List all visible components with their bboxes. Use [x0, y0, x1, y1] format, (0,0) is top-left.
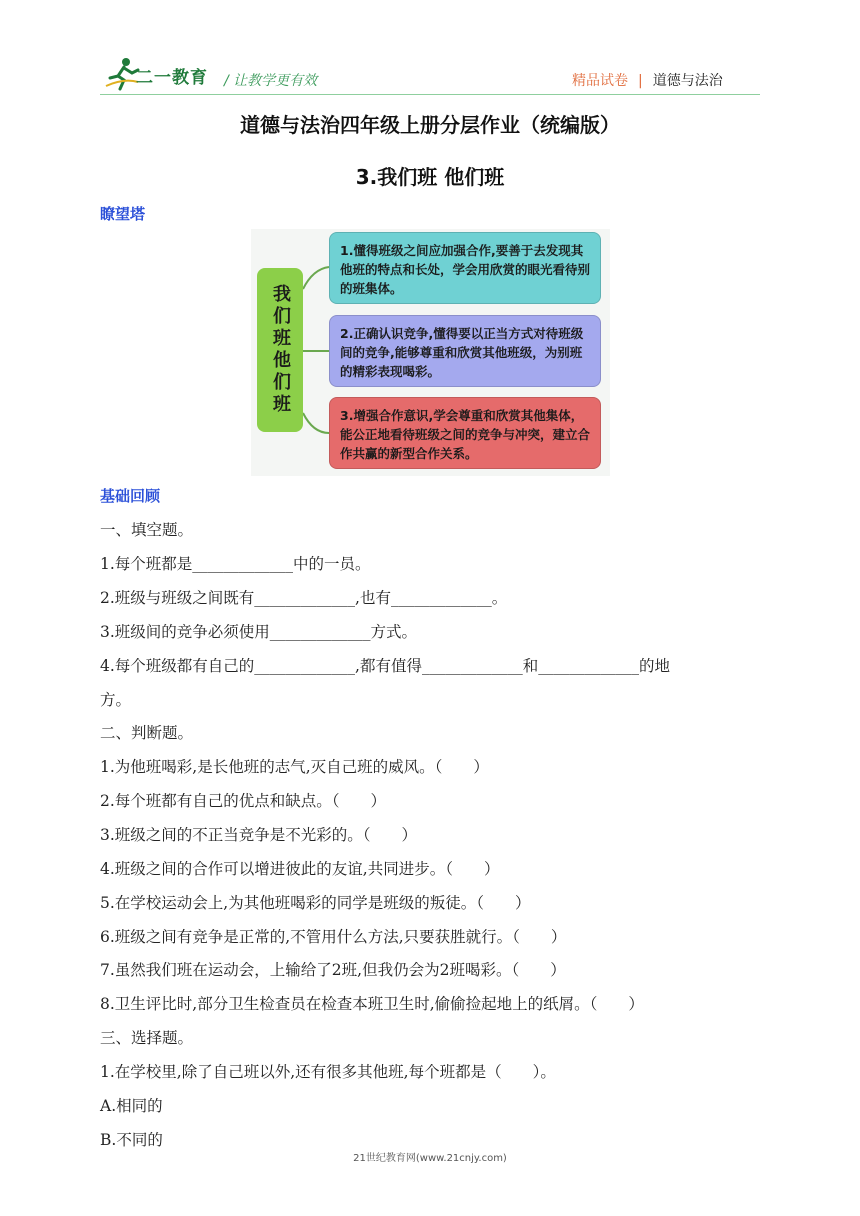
section-heading-basic: 基础回顾	[100, 487, 161, 505]
header-divider: |	[638, 73, 643, 89]
true-false-q4: 4.班级之间的合作可以增进彼此的友谊,共同进步。（ ）	[100, 860, 500, 878]
choice-q1-option-b: B.不同的	[100, 1131, 163, 1149]
true-false-q5: 5.在学校运动会上,为其他班喝彩的同学是班级的叛徒。（ ）	[100, 894, 531, 912]
fill-blank-q4: 4.每个班级都有自己的_____________,都有值得_____________和_____________的地	[100, 657, 670, 675]
page-title: 道德与法治四年级上册分层作业（统编版）	[240, 113, 620, 137]
true-false-q6: 6.班级之间有竞争是正常的,不管用什么方法,只要获胜就行。（ ）	[100, 928, 567, 946]
mind-map-node-3: 3.增强合作意识,学会尊重和欣赏其他集体，能公正地看待班级之间的竞争与冲突，建立合作共赢的新型合作关系。	[329, 397, 601, 469]
fill-blank-q4-cont: 方。	[100, 691, 132, 709]
true-false-q3: 3.班级之间的不正当竞争是不光彩的。（ ）	[100, 826, 418, 844]
mind-map-root-label: 我们班他们班	[270, 284, 291, 416]
mind-map	[251, 229, 610, 476]
page-footer: 21世纪教育网(www.21cnjy.com)	[353, 1153, 507, 1164]
mind-map-root	[257, 268, 303, 432]
true-false-q8: 8.卫生评比时,部分卫生检查员在检查本班卫生时,偷偷捡起地上的纸屑。（ ）	[100, 995, 644, 1013]
mind-map-node-2: 2.正确认识竞争,懂得要以正当方式对待班级间的竞争,能够尊重和欣赏其他班级，为别班的精彩表现喝彩。	[329, 315, 601, 387]
logo-text: 二一教育	[136, 68, 208, 88]
choice-q1-option-a: A.相同的	[100, 1097, 163, 1115]
true-false-q2: 2.每个班都有自己的优点和缺点。（ ）	[100, 792, 387, 810]
true-false-q1: 1.为他班喝彩,是长他班的志气,灭自己班的威风。（ ）	[100, 758, 489, 776]
lesson-title: 3.我们班 他们班	[355, 165, 505, 189]
header-category	[572, 70, 723, 90]
header-subject: 道德与法治	[652, 73, 723, 89]
fill-blank-q2: 2.班级与班级之间既有_____________,也有_____________。	[100, 589, 508, 607]
choice-heading: 三、选择题。	[100, 1029, 194, 1047]
header-rule	[100, 94, 760, 95]
true-false-heading: 二、判断题。	[100, 724, 194, 742]
mind-map-node-1: 1.懂得班级之间应加强合作,要善于去发现其他班的特点和长处，学会用欣赏的眼光看待别的班集体。	[329, 232, 601, 304]
choice-q1: 1.在学校里,除了自己班以外,还有很多其他班,每个班都是（ ）。	[100, 1063, 556, 1081]
true-false-q7: 7.虽然我们班在运动会，上输给了2班,但我仍会为2班喝彩。（ ）	[100, 961, 566, 979]
fill-blank-q1: 1.每个班都是_____________中的一员。	[100, 555, 371, 573]
fill-blank-heading: 一、填空题。	[100, 521, 194, 539]
header-slogan: / 让教学更有效	[224, 73, 318, 89]
section-heading-overview: 瞭望塔	[100, 205, 146, 223]
fill-blank-q3: 3.班级间的竞争必须使用_____________方式。	[100, 623, 418, 641]
header-category-label: 精品试卷	[572, 73, 628, 89]
